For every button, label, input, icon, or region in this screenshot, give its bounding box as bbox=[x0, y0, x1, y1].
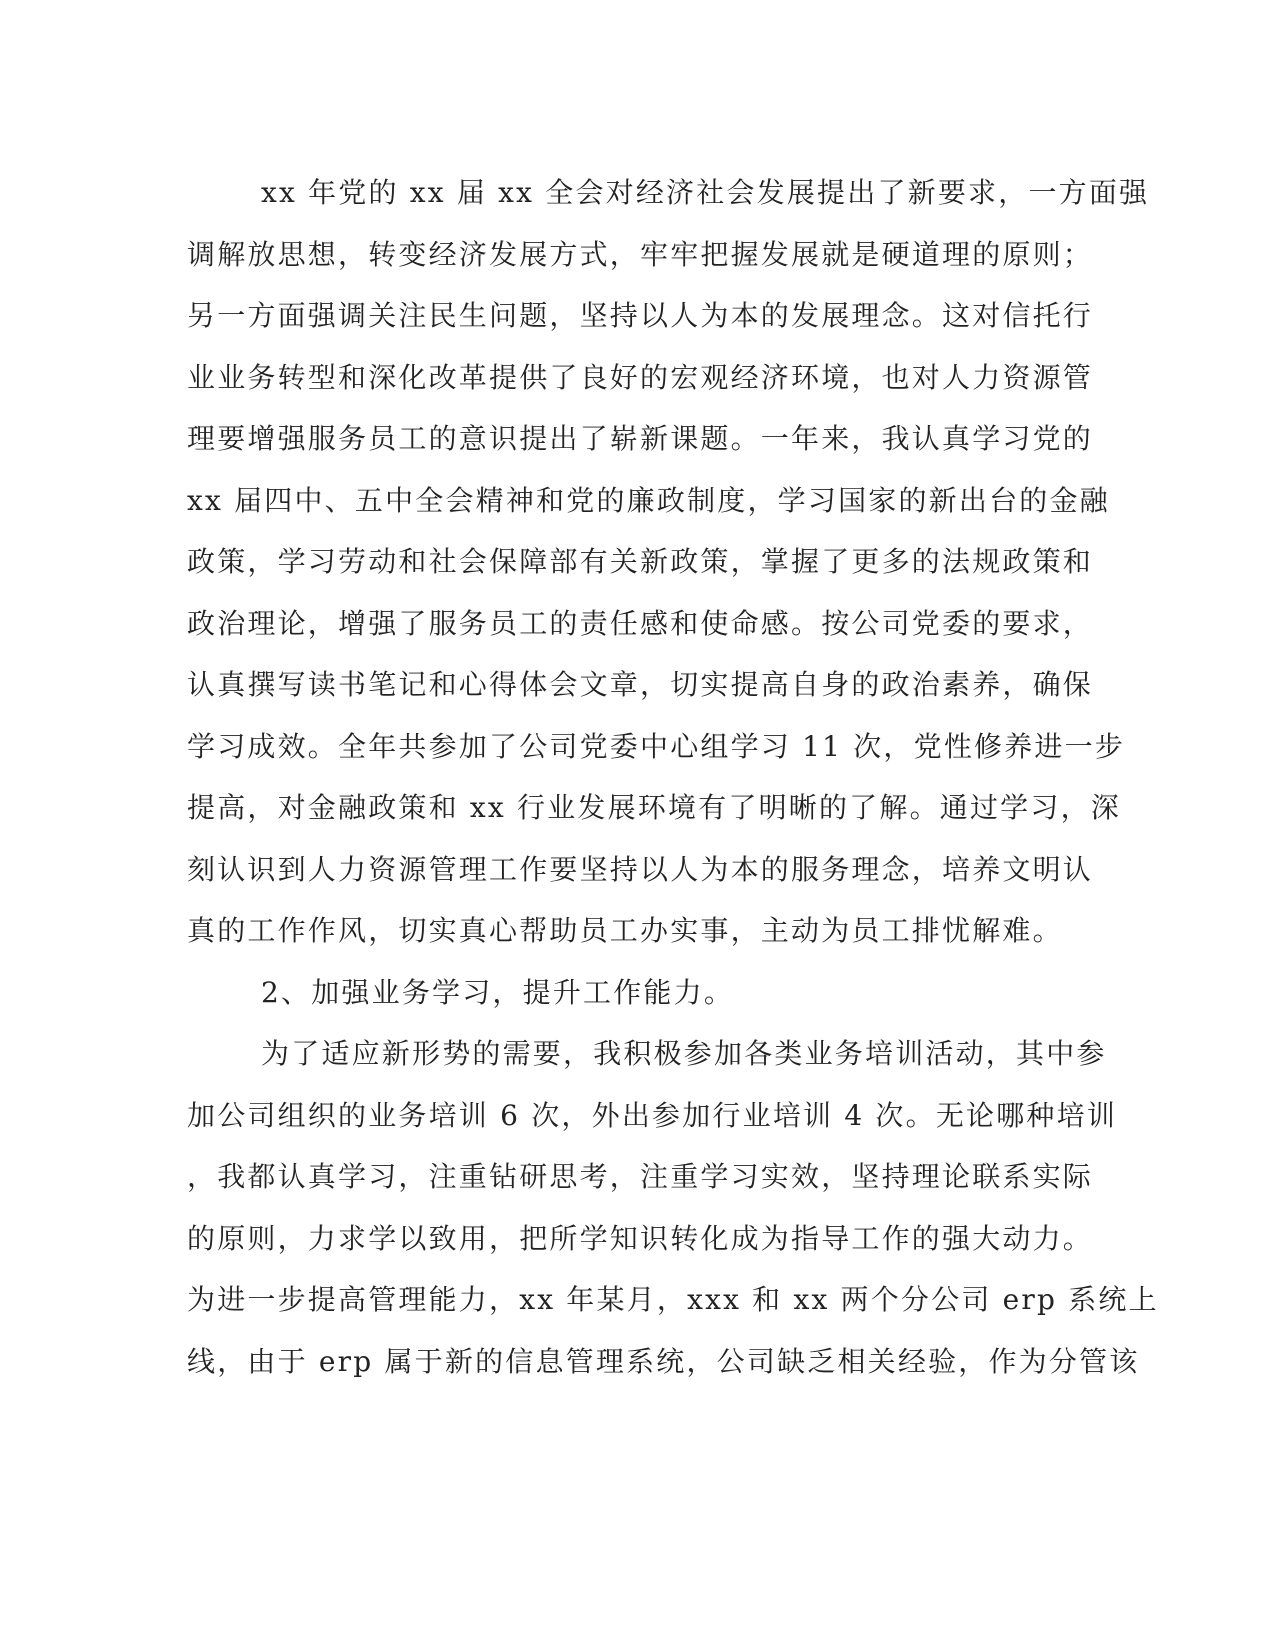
paragraph-1-line-10: 学习成效。全年共参加了公司党委中心组学习 11 次，党性修养进一步 bbox=[187, 729, 1126, 763]
paragraph-1-line-1: xx 年党的 xx 届 xx 全会对经济社会发展提出了新要求，一方面强 bbox=[261, 176, 1150, 209]
paragraph-1-line-8: 政治理论，增强了服务员工的责任感和使命感。按公司党委的要求， bbox=[187, 606, 1094, 640]
paragraph-1-line-9: 认真撰写读书笔记和心得体会文章，切实提高自身的政治素养，确保 bbox=[187, 668, 1094, 701]
paragraph-1-line-5: 理要增强服务员工的意识提出了崭新课题。一年来，我认真学习党的 bbox=[187, 422, 1094, 455]
paragraph-2-line-5: 为进一步提高管理能力，xx 年某月，xxx 和 xx 两个分公司 erp 系统上 bbox=[187, 1283, 1159, 1316]
paragraph-2-line-3: ，我都认真学习，注重钻研思考，注重学习实效，坚持理论联系实际 bbox=[187, 1160, 1094, 1193]
paragraph-2-line-4: 的原则，力求学以致用，把所学知识转化成为指导工作的强大动力。 bbox=[187, 1221, 1094, 1255]
document-body bbox=[187, 162, 1159, 1392]
paragraph-1-line-7: 政策，学习劳动和社会保障部有关新政策，掌握了更多的法规政策和 bbox=[187, 545, 1094, 578]
paragraph-2-line-6: 线，由于 erp 属于新的信息管理系统，公司缺乏相关经验，作为分管该 bbox=[187, 1344, 1140, 1378]
paragraph-2-line-2: 加公司组织的业务培训 6 次，外出参加行业培训 4 次。无论哪种培训 bbox=[187, 1098, 1118, 1132]
paragraph-1-line-12: 刻认识到人力资源管理工作要坚持以人为本的服务理念，培养文明认 bbox=[187, 852, 1094, 886]
paragraph-2-line-1: 为了适应新形势的需要，我积极参加各类业务培训活动，其中参 bbox=[261, 1037, 1107, 1070]
paragraph-1-line-13: 真的工作作风，切实真心帮助员工办实事，主动为员工排忧解难。 bbox=[187, 914, 1063, 947]
paragraph-1-line-3: 另一方面强调关注民生问题，坚持以人为本的发展理念。这对信托行 bbox=[187, 299, 1094, 332]
paragraph-1-line-4: 业业务转型和深化改革提供了良好的宏观经济环境，也对人力资源管 bbox=[187, 360, 1094, 394]
section-heading: 2、加强业务学习，提升工作能力。 bbox=[261, 975, 735, 1009]
paragraph-1-line-6: xx 届四中、五中全会精神和党的廉政制度，学习国家的新出台的金融 bbox=[187, 483, 1110, 517]
paragraph-1-line-2: 调解放思想，转变经济发展方式，牢牢把握发展就是硬道理的原则； bbox=[187, 237, 1094, 271]
paragraph-1-line-11: 提高，对金融政策和 xx 行业发展环境有了明晰的了解。通过学习，深 bbox=[187, 791, 1121, 824]
